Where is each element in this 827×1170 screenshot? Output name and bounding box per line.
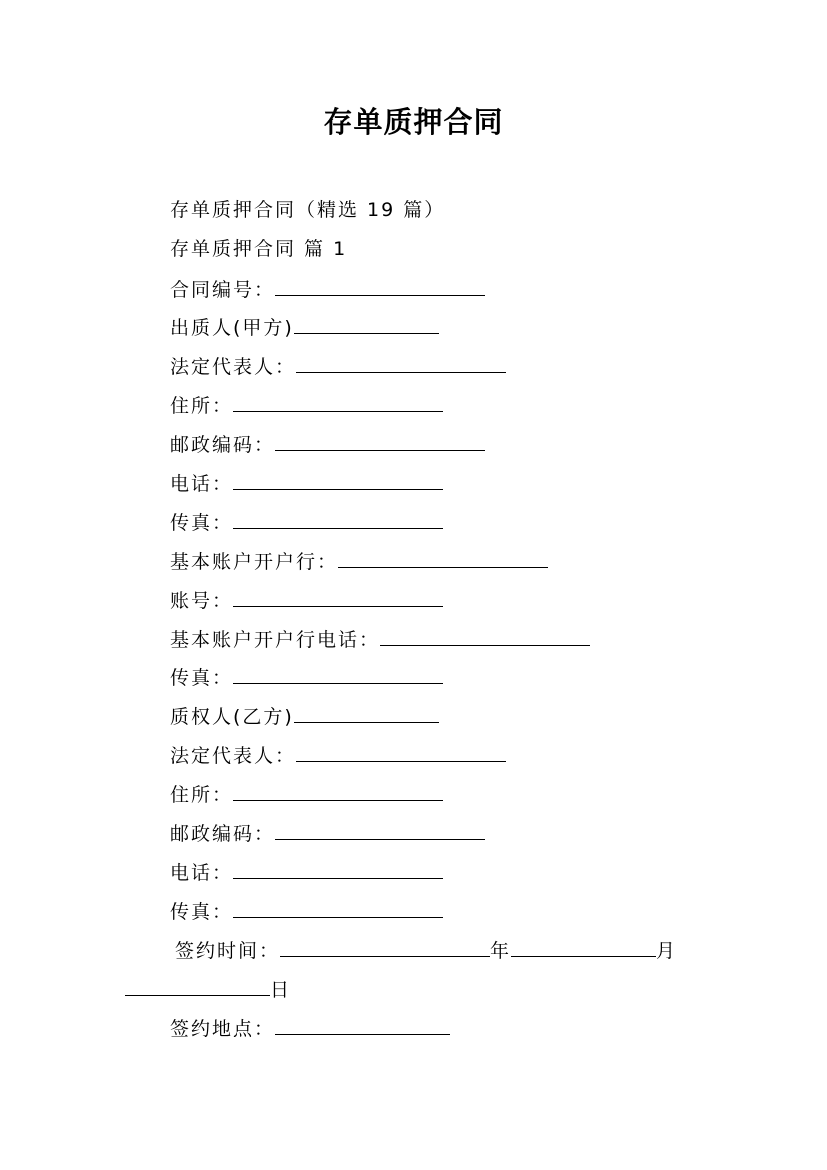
pledgor-bank-phone-blank bbox=[380, 627, 590, 646]
pledgee-legal-rep-blank bbox=[296, 743, 506, 762]
pledgor-address-blank bbox=[233, 393, 443, 412]
pledgee-phone-label: 电话： bbox=[170, 862, 234, 884]
day-label: 日 bbox=[270, 979, 292, 1001]
pledgor-fax2-label: 传真： bbox=[170, 667, 234, 689]
pledgee-legal-rep-row bbox=[170, 743, 506, 768]
pledgor-phone-row bbox=[170, 471, 443, 496]
pledgor-account-row bbox=[170, 588, 443, 613]
pledgor-postcode-label: 邮政编码： bbox=[170, 434, 276, 456]
document-title: 存单质押合同 bbox=[323, 105, 504, 139]
pledgor-bank-row bbox=[170, 549, 548, 574]
pledgor-fax-row bbox=[170, 510, 443, 535]
sign-place-label: 签约地点： bbox=[170, 1018, 276, 1040]
pledgor-phone-label: 电话： bbox=[170, 473, 234, 495]
pledgor-bank-label: 基本账户开户行： bbox=[170, 551, 339, 573]
contract-no-label: 合同编号： bbox=[170, 279, 276, 301]
pledgor-blank bbox=[294, 315, 439, 334]
pledgor-postcode-blank bbox=[275, 432, 485, 451]
sign-day-blank bbox=[125, 977, 270, 996]
section-heading: 存单质押合同 篇 1 bbox=[170, 238, 348, 260]
pledgor-phone-blank bbox=[233, 471, 443, 490]
pledgee-blank bbox=[294, 704, 439, 723]
pledgee-phone-row bbox=[170, 860, 443, 885]
sign-day-row bbox=[125, 977, 291, 1002]
sign-month-blank bbox=[511, 938, 656, 957]
pledgee-address-row bbox=[170, 782, 443, 807]
pledgor-fax-blank bbox=[233, 510, 443, 529]
pledgor-label: 出质人(甲方) bbox=[170, 317, 294, 339]
pledgee-address-blank bbox=[233, 782, 443, 801]
pledgor-fax2-blank bbox=[233, 665, 443, 684]
pledgee-row bbox=[170, 704, 439, 729]
pledgor-fax2-row bbox=[170, 665, 443, 690]
pledgor-address-label: 住所： bbox=[170, 395, 234, 417]
pledgee-fax-row bbox=[170, 899, 443, 924]
pledgee-label: 质权人(乙方) bbox=[170, 706, 294, 728]
contract-no-blank bbox=[275, 277, 485, 296]
pledgor-legal-rep-row bbox=[170, 354, 506, 379]
month-label: 月 bbox=[656, 940, 678, 962]
pledgor-account-blank bbox=[233, 588, 443, 607]
pledgee-fax-blank bbox=[233, 899, 443, 918]
pledgor-bank-phone-label: 基本账户开户行电话： bbox=[170, 629, 381, 651]
pledgor-address-row bbox=[170, 393, 443, 418]
sign-time-label: 签约时间： bbox=[175, 940, 281, 962]
pledgor-bank-blank bbox=[338, 549, 548, 568]
pledgee-address-label: 住所： bbox=[170, 784, 234, 806]
pledgee-postcode-blank bbox=[275, 821, 485, 840]
sign-place-blank bbox=[275, 1016, 450, 1035]
pledgor-postcode-row bbox=[170, 432, 485, 457]
pledgor-fax-label: 传真： bbox=[170, 512, 234, 534]
sign-place-row bbox=[170, 1016, 450, 1041]
sign-year-blank bbox=[280, 938, 490, 957]
pledgor-account-label: 账号： bbox=[170, 590, 234, 612]
pledgor-bank-phone-row bbox=[170, 627, 590, 652]
pledgee-phone-blank bbox=[233, 860, 443, 879]
intro-line: 存单质押合同（精选 19 篇） bbox=[170, 199, 446, 221]
contract-no-row bbox=[170, 277, 485, 302]
pledgee-legal-rep-label: 法定代表人： bbox=[170, 745, 297, 767]
pledgee-postcode-label: 邮政编码： bbox=[170, 823, 276, 845]
pledgor-legal-rep-blank bbox=[296, 354, 506, 373]
pledgee-fax-label: 传真： bbox=[170, 901, 234, 923]
pledgor-row bbox=[170, 315, 439, 340]
pledgor-legal-rep-label: 法定代表人： bbox=[170, 356, 297, 378]
sign-time-row bbox=[175, 938, 677, 963]
pledgee-postcode-row bbox=[170, 821, 485, 846]
year-label: 年 bbox=[490, 940, 512, 962]
